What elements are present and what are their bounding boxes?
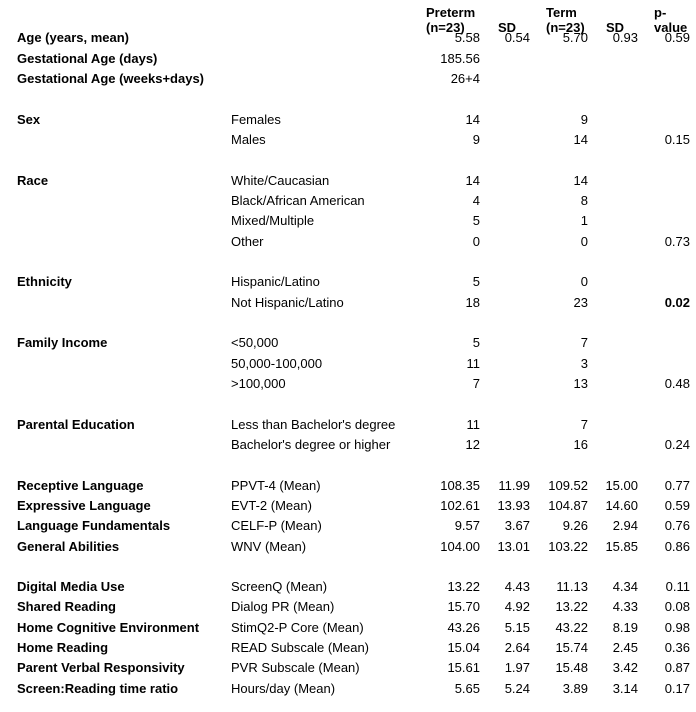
table-row — [0, 496, 696, 516]
term-value: 104.87 — [548, 498, 588, 513]
term-value: 43.22 — [555, 620, 588, 635]
term-sd: 14.60 — [605, 498, 638, 513]
table-row — [0, 232, 696, 252]
table-row — [0, 354, 696, 374]
row-sublabel: Not Hispanic/Latino — [231, 295, 344, 310]
row-label: General Abilities — [17, 539, 120, 554]
row-label: Ethnicity — [17, 274, 72, 289]
preterm-sd: 13.93 — [497, 498, 530, 513]
p-value: 0.02 — [664, 295, 690, 310]
term-value: 1 — [580, 213, 588, 228]
p-value: 0.36 — [664, 640, 690, 655]
header-p-line2: value — [654, 20, 688, 35]
p-value: 0.59 — [664, 498, 690, 513]
term-value: 3.89 — [562, 681, 588, 696]
header-term-line1: Term — [546, 5, 577, 20]
p-value: 0.86 — [664, 539, 690, 554]
preterm-sd: 11.99 — [498, 478, 530, 493]
term-value: 7 — [580, 335, 588, 350]
row-sublabel: 50,000-100,000 — [231, 356, 323, 371]
table-row — [0, 638, 696, 658]
term-value: 14 — [573, 173, 588, 188]
term-value: 8 — [580, 193, 588, 208]
preterm-value: 15.70 — [447, 599, 480, 614]
row-sublabel: White/Caucasian — [231, 173, 330, 188]
row-sublabel: Males — [231, 132, 266, 147]
preterm-sd: 5.24 — [504, 681, 530, 696]
preterm-value: 5 — [472, 274, 480, 289]
preterm-value: 14 — [465, 173, 480, 188]
preterm-value: 185.56 — [440, 51, 480, 66]
preterm-sd: 4.92 — [504, 599, 530, 614]
row-label: Age (years, mean) — [17, 30, 129, 45]
term-sd: 3.42 — [612, 660, 638, 675]
row-sublabel: Females — [231, 112, 281, 127]
preterm-sd: 13.01 — [497, 539, 530, 554]
row-label: Screen:Reading time ratio — [17, 681, 179, 696]
term-sd: 15.00 — [605, 478, 638, 493]
table-row — [0, 476, 696, 496]
row-label: Gestational Age (days) — [17, 51, 158, 66]
term-value: 109.52 — [548, 478, 588, 493]
preterm-value: 5.58 — [454, 30, 480, 45]
header-preterm-line2: (n=23) — [426, 20, 465, 35]
preterm-value: 4 — [472, 193, 480, 208]
term-value: 3 — [580, 356, 588, 371]
preterm-value: 14 — [465, 112, 480, 127]
header-term-line2: (n=23) — [546, 20, 585, 35]
p-value: 0.76 — [664, 518, 690, 533]
preterm-value: 12 — [465, 437, 480, 452]
term-value: 16 — [573, 437, 588, 452]
row-sublabel: EVT-2 (Mean) — [231, 498, 312, 513]
preterm-sd: 2.64 — [504, 640, 530, 655]
preterm-value: 9 — [472, 132, 480, 147]
preterm-value: 18 — [465, 295, 480, 310]
p-value: 0.24 — [664, 437, 690, 452]
preterm-value: 108.35 — [440, 478, 480, 493]
preterm-value: 5 — [472, 335, 480, 350]
preterm-value: 13.22 — [447, 579, 480, 594]
table-row — [0, 69, 696, 89]
preterm-sd: 0.54 — [504, 30, 530, 45]
row-sublabel: StimQ2-P Core (Mean) — [231, 620, 364, 635]
preterm-value: 15.04 — [447, 640, 480, 655]
table-row — [0, 374, 696, 394]
term-sd: 0.93 — [612, 30, 638, 45]
preterm-value: 104.00 — [440, 539, 480, 554]
table-row — [0, 272, 696, 292]
term-value: 0 — [580, 234, 588, 249]
preterm-value: 26+4 — [450, 71, 480, 86]
term-value: 103.22 — [548, 539, 588, 554]
table-row — [0, 597, 696, 617]
preterm-sd: 3.67 — [504, 518, 530, 533]
table-row — [0, 333, 696, 353]
row-label: Sex — [17, 112, 41, 127]
table-row — [0, 191, 696, 211]
table-row — [0, 415, 696, 435]
table-row — [0, 28, 696, 48]
term-value: 13.22 — [555, 599, 588, 614]
row-sublabel: Hours/day (Mean) — [231, 681, 336, 696]
p-value: 0.87 — [664, 660, 690, 675]
row-sublabel: Black/African American — [231, 193, 365, 208]
row-sublabel: Mixed/Multiple — [231, 213, 315, 228]
row-label: Digital Media Use — [17, 579, 125, 594]
header-preterm-sd: SD — [498, 20, 517, 35]
p-value: 0.17 — [664, 681, 690, 696]
row-sublabel: Dialog PR (Mean) — [231, 599, 335, 614]
table-row — [0, 211, 696, 231]
term-sd: 8.19 — [612, 620, 638, 635]
preterm-value: 5.65 — [454, 681, 480, 696]
row-label: Receptive Language — [17, 478, 144, 493]
table-row — [0, 658, 696, 678]
row-label: Gestational Age (weeks+days) — [17, 71, 205, 86]
row-sublabel: Hispanic/Latino — [231, 274, 320, 289]
term-value: 14 — [573, 132, 588, 147]
p-value: 0.73 — [664, 234, 690, 249]
table-row — [0, 516, 696, 536]
term-value: 15.48 — [555, 660, 588, 675]
term-value: 9 — [580, 112, 588, 127]
preterm-value: 43.26 — [447, 620, 480, 635]
row-sublabel: WNV (Mean) — [231, 539, 307, 554]
term-sd: 2.45 — [612, 640, 638, 655]
p-value: 0.98 — [664, 620, 690, 635]
term-sd: 3.14 — [612, 681, 638, 696]
term-sd: 15.85 — [605, 539, 638, 554]
p-value: 0.59 — [664, 30, 690, 45]
row-label: Expressive Language — [17, 498, 151, 513]
term-value: 23 — [573, 295, 588, 310]
preterm-value: 9.57 — [454, 518, 480, 533]
row-label: Language Fundamentals — [17, 518, 171, 533]
row-label: Parental Education — [17, 417, 135, 432]
preterm-value: 15.61 — [447, 660, 480, 675]
row-label: Family Income — [17, 335, 108, 350]
row-sublabel: ScreenQ (Mean) — [231, 579, 328, 594]
p-value: 0.11 — [665, 579, 690, 594]
row-sublabel: READ Subscale (Mean) — [231, 640, 369, 655]
header-preterm-line1: Preterm — [426, 5, 476, 20]
row-sublabel: <50,000 — [231, 335, 279, 350]
term-value: 11.13 — [556, 579, 588, 594]
p-value: 0.08 — [664, 599, 690, 614]
row-label: Parent Verbal Responsivity — [17, 660, 185, 675]
preterm-value: 5 — [472, 213, 480, 228]
row-sublabel: >100,000 — [231, 376, 286, 391]
table-row — [0, 679, 696, 699]
preterm-value: 11 — [466, 417, 480, 432]
table-row — [0, 618, 696, 638]
row-label: Home Reading — [17, 640, 109, 655]
p-value: 0.77 — [664, 478, 690, 493]
row-sublabel: Bachelor's degree or higher — [231, 437, 391, 452]
table-row — [0, 130, 696, 150]
table-row — [0, 293, 696, 313]
preterm-value: 102.61 — [440, 498, 480, 513]
term-value: 9.26 — [562, 518, 588, 533]
preterm-sd: 1.97 — [504, 660, 530, 675]
preterm-value: 0 — [472, 234, 480, 249]
table-row — [0, 49, 696, 69]
header-p-line1: p- — [654, 5, 667, 20]
term-sd: 2.94 — [612, 518, 638, 533]
p-value: 0.15 — [664, 132, 690, 147]
table-row — [0, 537, 696, 557]
table-row — [0, 110, 696, 130]
term-value: 5.70 — [562, 30, 588, 45]
p-value: 0.48 — [664, 376, 690, 391]
row-sublabel: Other — [231, 234, 264, 249]
row-sublabel: PPVT-4 (Mean) — [231, 478, 321, 493]
row-label: Home Cognitive Environment — [17, 620, 200, 635]
row-sublabel: Less than Bachelor's degree — [231, 417, 396, 432]
table-row — [0, 577, 696, 597]
table-row — [0, 435, 696, 455]
term-value: 15.74 — [555, 640, 588, 655]
preterm-sd: 5.15 — [504, 620, 530, 635]
term-value: 7 — [580, 417, 588, 432]
row-sublabel: CELF-P (Mean) — [231, 518, 322, 533]
table-row — [0, 171, 696, 191]
row-sublabel: PVR Subscale (Mean) — [231, 660, 360, 675]
row-label: Race — [17, 173, 49, 188]
term-value: 13 — [573, 376, 588, 391]
header-term-sd: SD — [606, 20, 625, 35]
preterm-value: 11 — [466, 356, 480, 371]
preterm-sd: 4.43 — [504, 579, 530, 594]
row-label: Shared Reading — [17, 599, 116, 614]
term-sd: 4.33 — [612, 599, 638, 614]
term-value: 0 — [580, 274, 588, 289]
term-sd: 4.34 — [612, 579, 638, 594]
preterm-value: 7 — [472, 376, 480, 391]
